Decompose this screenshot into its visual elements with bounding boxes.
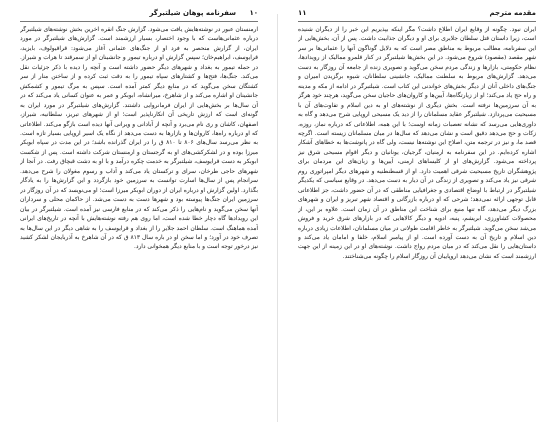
- left-header-rule: [20, 21, 258, 22]
- right-page-header: [298, 6, 536, 20]
- right-body-text: ایران نبود. چگونه از وقایع ایران اطلاع داشت؟ مگر اینکه بپذیریم این خبر را از دیگران شنیده است، زیرا داستان قتل سلطان جلایری برای او و دیگران جذابیت داشت. پس از آن، بخش‌هایی از این سفرنامه، مطالب مربوط به مناطق مصر است که به دلایل گوناگون آنها را عثمانی‌ها بر سر شهر مقصد (مقصود) شروع می‌شود. در این بخش‌ها شیلتبرگر در کنار قلمرو ممالیک از رویدادها، نظام حکومتی، بازارها و زندگی مردم سخن می‌گوید و تصویری زنده از جامعه آن روزگار به دست می‌دهد. گزارش‌های مربوط به سلطنت ممالیک، جانشینی سلطانان، شیوه برگزیدن امیران و جنگ‌های داخلی آنان از دیگر بخش‌های خواندنی این کتاب است. شیلتبرگر در ادامه از مکه و مدینه و راه حج یاد می‌کند؛ او از زیارتگاه‌ها، آیین‌ها و کاروان‌های حاجیان سخن می‌گوید، هرچند خود هرگز به آن سرزمین‌ها نرفته است. بخش دیگری از نوشته‌های او به دین اسلام و تفاوت‌های آن با مسیحیت می‌پردازد. شیلتبرگر عقاید مسلمانان را از دید یک مسیحی اروپایی شرح می‌دهد و گاه به داوری‌هایی می‌رسد که نشانه تعصبات زمانه اوست؛ با این همه، اطلاعاتی که درباره نماز، روزه، زکات و حج می‌دهد دقیق است و نشان می‌دهد که سال‌ها در میان مسلمانان زیسته است. اگرچه قصد ما، و نیز در ترجمه متن، اصلاح این نوشته‌ها نیست، ولی گاه در پانوشت‌ها به خطاهای آشکار اشاره کرده‌ایم. در این سفرنامه به ارمنیان، گرجیان، یونانیان و دیگر اقوام مسیحی شرق نیز پرداخته می‌شود. گزارش‌های او از کلیساهای ارمنی، آیین‌ها و زبان‌های این مردمان برای پژوهشگران تاریخ مسیحیت شرقی اهمیت دارد. او از قسطنطنیه و شهرهای دیگر امپراتوری روم شرقی نیز یاد می‌کند و تصویری از زندگی در آن دیار به دست می‌دهد. در وقایع سیاسی که یکدیگر شیلتبرگر در ارتباط با اوضاع اقتصادی و جغرافیایی مناطقی که در آن حضور داشت، جز اطلاعاتی قابل توجهی ارائه نمی‌دهد؛ شرحی که او درباره بازرگانی و اقتصاد شهر تبریز و ایران و شهرهای بزرگ دیگر می‌دهد، گاه تنها منبع برای شناخت این مناطق در آن زمان است. علاوه بر این، از محصولات کشاورزی، ابریشم، پنبه، ادویه و دیگر کالاهایی که در بازارهای شرق خرید و فروش می‌شد سخن می‌گوید. شیلتبرگر به خاطر اقامت طولانی در میان مسلمانان، اطلاعات زیادی درباره دین اسلام و تاریخ آن به دست آورده است. او از پیامبر اسلام، خلفا و امامان یاد می‌کند و داستان‌هایی را نقل می‌کند که در میان مردم رواج داشت. نوشته‌های او در این زمینه از این جهت ارزشمند است که نشان می‌دهد اروپاییان آن روزگار اسلام را چگونه می‌شناختند.: [298, 27, 536, 260]
- left-running-title: سفرنامه پوهان شیلتبرگر: [149, 9, 236, 17]
- right-header-rule: [298, 21, 536, 22]
- right-page-body: [298, 26, 536, 428]
- right-page: [278, 0, 556, 434]
- right-page-number: ۱۱: [298, 9, 307, 17]
- right-running-title: مقدمه مترجم: [489, 9, 536, 17]
- left-page-number: ۱۰: [249, 9, 258, 17]
- left-body-text: ارمنستان عبور در نوشته‌هایش یافت می‌شود. گزارش جنگ آنقره آخرین بخش نوشته‌های شیلتبرگر درباره عثمانی‌هاست که با وجود اختصار، بسیار ارزشمند است. گزارش‌های شیلتبرگر در مورد ایران، از گزارش منحصر به فرد او از جنگ‌های عثمانی آغاز می‌شود: قراقیولوف، بایزید، قرایوسف، ابراهیم‌خان؛ سپس گزارش او درباره تیمور و جانشینان او از سمرقند تا هرات و شیراز. در حمله تیمور به بغداد و شهرهای دیگر حضور داشته است و آنچه را دیده با ذکر جزئیات نقل می‌کند. جنگ‌ها، فتح‌ها و کشتارهای سپاه تیمور را به دقت ثبت کرده و از ساختن منار از سر کشتگان سخن می‌گوید که در منابع دیگر کمتر آمده است. سپس به مرگ تیمور و کشمکش جانشینان او اشاره می‌کند و از شاهرخ، میرانشاه، ابوبکر و عمر به عنوان کسانی یاد می‌کند که در آن سال‌ها بر بخش‌هایی از ایران فرمانروایی داشتند. گزارش‌های شیلتبرگر در مورد ایران به گونه‌ای است که ارزش تاریخی آن انکارناپذیر است؛ او از شهرهای تبریز، سلطانیه، شیراز، اصفهان، کاشان و ری نام می‌برد و آنچه از آبادانی و ویرانی آنها دیده است بازگو می‌کند. اطلاعاتی که او درباره راه‌ها، کاروان‌ها و بازارها به دست می‌دهد از نگاه یک اسیر اروپایی بسیار تازه است. به نظر می‌رسد سال‌های ۸۰۶ تا ۸۱۰ ق را در ایران گذرانده باشد؛ در این مدت در سپاه ابوبکر میرزا بوده و در لشکرکشی‌های او به گرجستان و ارمنستان شرکت داشته است. پس از شکست ابوبکر به دست قرایوسف، شیلتبرگر به خدمت چکره درآمد و با او به دشت قبچاق رفت. در آنجا از شهرهای حاجی طرخان، سرای و ترکستان یاد می‌کند و آداب و رسوم مغولان را شرح می‌دهد. سرانجام پس از سال‌ها اسارت توانست به سرزمین خود بازگردد و این گزارش‌ها را به یادگار بگذارد. اولین گزارش او درباره ایران از دوران ابوبکر میرزا است؛ او می‌نویسد که در آن روزگار در سرزمین ایران جنگ‌ها پیوسته بود و شهرها دست به دست می‌شد. از حاکمان محلی و سرداران آنها سخن می‌گوید و نام‌هایی را ذکر می‌کند که در منابع فارسی نیز آمده است. شیلتبرگر در بیان این رویدادها گاه دچار خطا شده است، اما روی هم رفته نوشته‌هایش با آنچه در تاریخ‌های ایرانی آمده هماهنگ است. سلطان احمد جلایر را از بغداد و قرایوسف را به شاهی دیگر در این سال‌ها به تصرف خود در آورد؛ و اما سخن او در باره سال ۸۱۳ ق که در آن شاهرخ به آذربایجان لشکر کشید نیز درخور توجه است و با منابع دیگر همخوانی دارد.: [20, 27, 258, 251]
- left-page-body: [20, 26, 258, 428]
- left-page-header: [20, 6, 258, 20]
